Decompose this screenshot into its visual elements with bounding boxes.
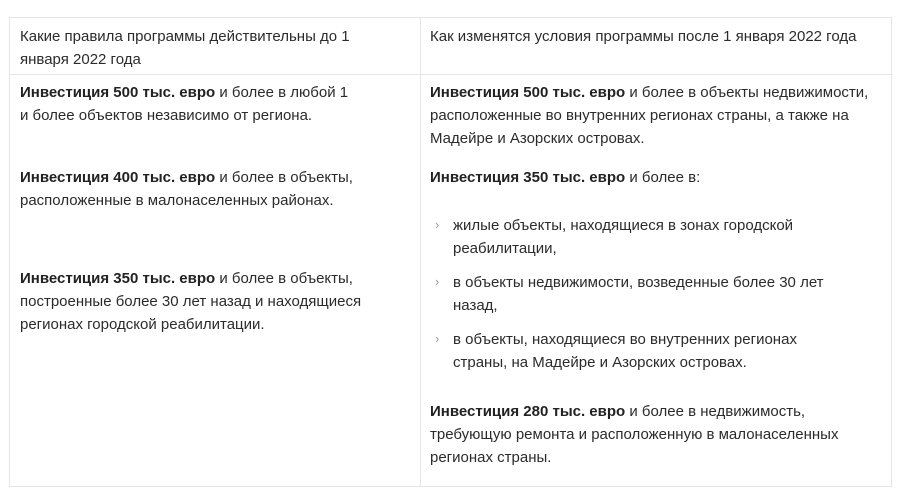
right-row-1-bold: Инвестиция 500 тыс. евро bbox=[430, 84, 626, 101]
left-row-2-text: и более в объекты, расположенные в малонаселенных районах. bbox=[20, 169, 353, 209]
left-row-1-text: и более в любой 1 и более объектов независимо от региона. bbox=[20, 84, 349, 124]
right-row-1-text: и более в объекты недвижимости, расположенные во внутренних регионах страны, а также на Мадейре и Азорских островах. bbox=[430, 84, 869, 147]
left-row-2-bold: Инвестиция 400 тыс. евро bbox=[20, 169, 216, 186]
chevron-right-icon: › bbox=[435, 274, 440, 289]
right-row-2 bbox=[430, 166, 870, 189]
chevron-right-icon: › bbox=[435, 217, 440, 232]
chevron-right-icon: › bbox=[435, 331, 440, 346]
right-row-3-text: и более в недвижимость, требующую ремонта и расположенную в малонаселенных регионах страны. bbox=[430, 403, 839, 466]
left-row-3-text: и более в объекты, построенные более 30 лет назад и находящиеся регионах городской реабилитации. bbox=[20, 270, 362, 333]
left-row-3-bold: Инвестиция 350 тыс. евро bbox=[20, 270, 216, 287]
header-left: Какие правила программы действительны до 1 января 2022 года bbox=[20, 28, 350, 68]
right-bullet-2-text: в объекты недвижимости, возведенные более 30 лет назад, bbox=[453, 274, 824, 314]
left-row-2 bbox=[20, 166, 380, 212]
left-row-3 bbox=[20, 267, 400, 336]
right-bullet-1 bbox=[430, 214, 850, 260]
right-row-2-bold: Инвестиция 350 тыс. евро bbox=[430, 169, 626, 186]
right-row-3-bold: Инвестиция 280 тыс. евро bbox=[430, 403, 626, 420]
left-row-1-bold: Инвестиция 500 тыс. евро bbox=[20, 84, 216, 101]
column-divider bbox=[420, 18, 421, 486]
right-bullet-1-text: жилые объекты, находящиеся в зонах городской реабилитации, bbox=[453, 217, 794, 257]
right-row-2-text: и более в: bbox=[625, 169, 701, 186]
right-bullet-3 bbox=[430, 328, 850, 374]
right-row-3 bbox=[430, 400, 875, 469]
left-row-1 bbox=[20, 81, 360, 127]
right-row-1 bbox=[430, 81, 870, 150]
right-bullet-3-text: в объекты, находящиеся во внутренних регионах страны, на Мадейре и Азорских островах. bbox=[453, 331, 797, 371]
right-bullet-2 bbox=[430, 271, 870, 317]
header-right: Как изменятся условия программы после 1 января 2022 года bbox=[430, 28, 857, 45]
